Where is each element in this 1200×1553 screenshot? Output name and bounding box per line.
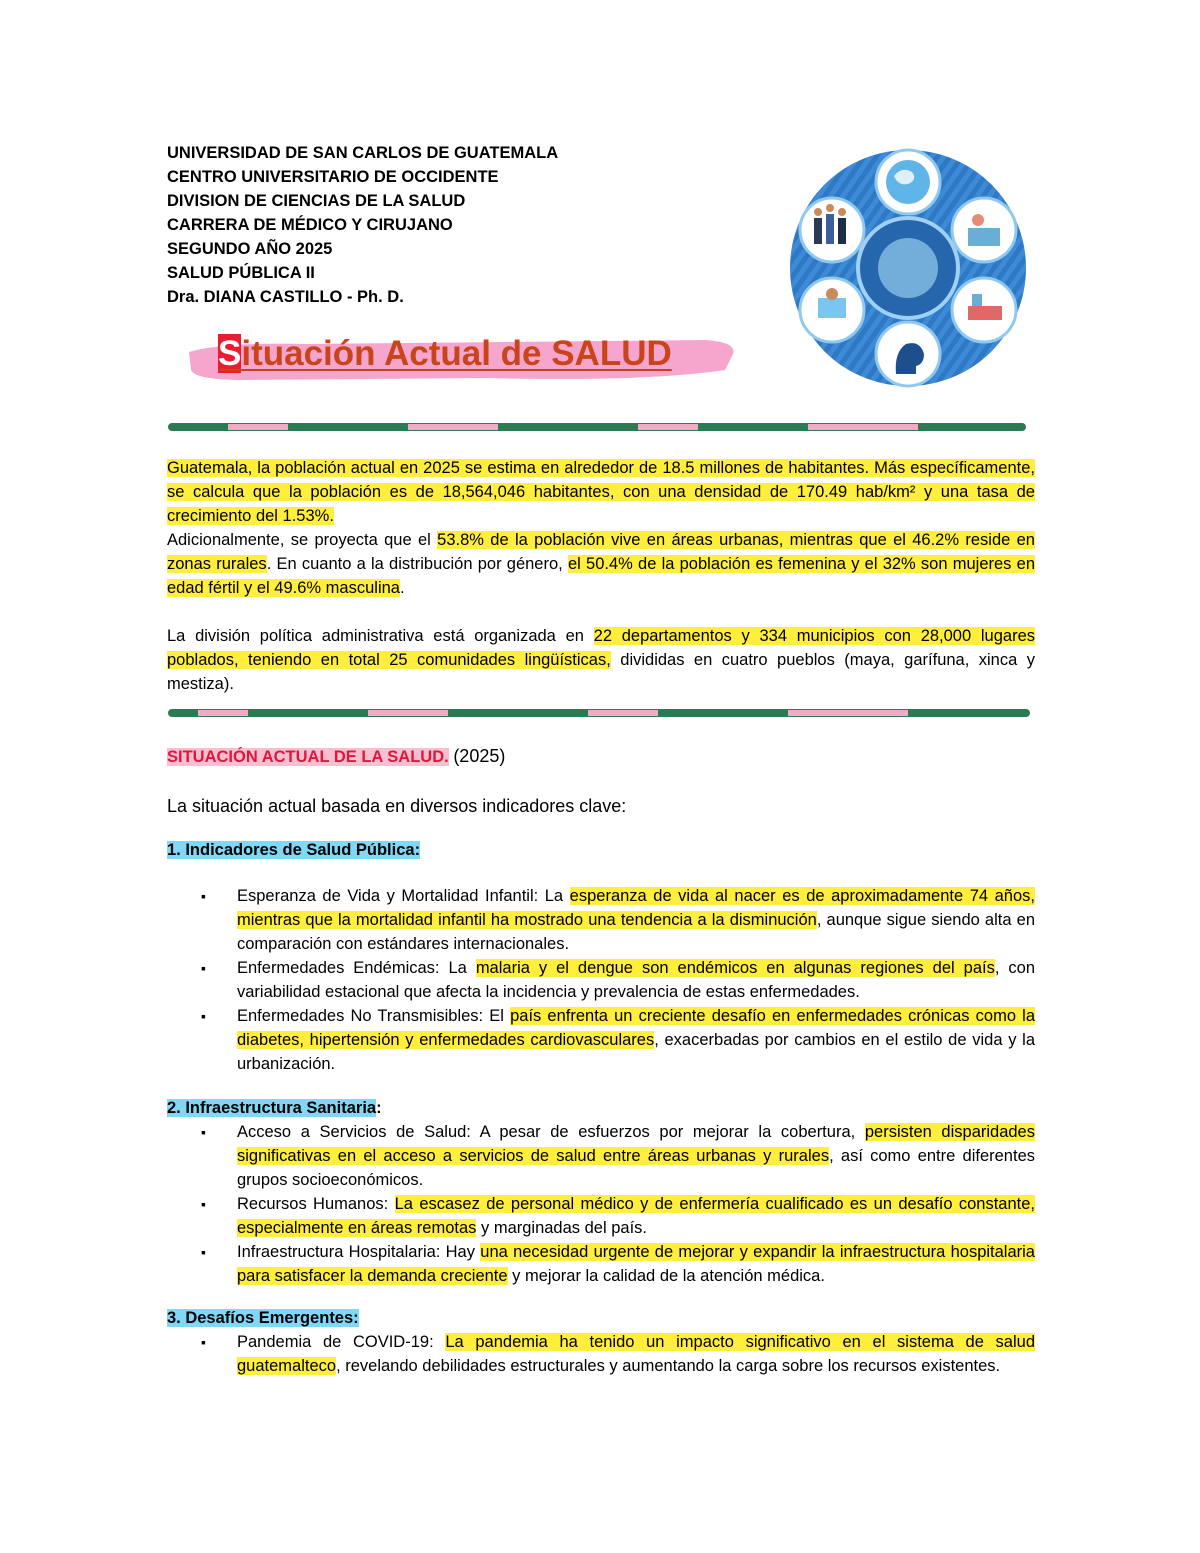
population-paragraph <box>167 456 1035 528</box>
item-label: Esperanza de Vida y Mortalidad Infantil: La <box>237 887 564 905</box>
intro-section <box>167 456 1035 696</box>
item-highlight: persisten disparidades significativas en el acceso a servicios de salud entre áreas urbanas y rurales <box>237 1123 1035 1165</box>
header-line-career: CARRERA DE MÉDICO Y CIRUJANO <box>167 216 453 234</box>
item-rest: , exacerbadas por cambios en el estilo de vida y la urbanización. <box>237 1031 1036 1073</box>
decorative-divider-bottom <box>168 706 1030 720</box>
list-item <box>237 956 1035 1004</box>
political-division-paragraph <box>167 624 1035 696</box>
item-label: Enfermedades No Transmisibles: El <box>237 1007 504 1025</box>
distribution-text-b: 53.8% de la población vive en áreas urbanas, mientras que el 46.2% reside en zonas rurales <box>167 531 1035 573</box>
indicators-section <box>167 838 1035 862</box>
item-rest: y mejorar la calidad de la atención médica. <box>512 1267 825 1285</box>
header-line-center: CENTRO UNIVERSITARIO DE OCCIDENTE <box>167 168 499 186</box>
header-line-division: DIVISION DE CIENCIAS DE LA SALUD <box>167 192 466 210</box>
item-highlight: esperanza de vida al nacer es de aproximadamente 74 años, mientras que la mortalidad infantil ha mostrado una tendencia a la disminución <box>237 887 1035 929</box>
distribution-text-e: . <box>399 579 405 597</box>
emerging-list-wrap <box>167 1330 1035 1378</box>
list-item <box>237 884 1035 956</box>
item-rest: y marginadas del país. <box>480 1219 647 1237</box>
infrastructure-heading-colon: : <box>376 1099 382 1117</box>
section-lead: La situación actual basada en diversos indicadores clave: <box>167 796 627 816</box>
item-label: Infraestructura Hospitalaria: Hay <box>237 1243 475 1261</box>
emerging-challenges-section <box>167 1306 1035 1330</box>
item-label: Pandemia de COVID-19: <box>237 1333 434 1351</box>
infrastructure-list <box>167 1120 1035 1288</box>
header-line-year: SEGUNDO AÑO 2025 <box>167 240 333 258</box>
distribution-text-c: . En cuanto a la distribución por género, <box>266 555 563 573</box>
header-line-university: UNIVERSIDAD DE SAN CARLOS DE GUATEMALA <box>167 144 559 162</box>
title-banner <box>185 330 745 388</box>
situation-heading: SITUACIÓN ACTUAL DE LA SALUD. <box>167 748 449 766</box>
item-label: Enfermedades Endémicas: La <box>237 959 467 977</box>
distribution-paragraph <box>167 528 1035 600</box>
institution-header <box>167 141 558 309</box>
section-heading <box>167 744 1035 769</box>
list-item <box>237 1192 1035 1240</box>
infrastructure-list-wrap <box>167 1120 1035 1288</box>
item-label: Recursos Humanos: <box>237 1195 389 1213</box>
political-text-a: La división política administrativa está organizada en <box>167 627 584 645</box>
situation-year: (2025) <box>453 746 506 766</box>
public-health-emblem <box>788 148 1028 388</box>
document-title <box>218 334 672 374</box>
item-rest: , revelando debilidades estructurales y aumentando la carga sobre los recursos existentes. <box>336 1357 1001 1375</box>
title-rest: ituación Actual de SALUD <box>241 334 672 373</box>
list-item <box>237 1330 1035 1378</box>
distribution-text-a: Adicionalmente, se proyecta que el <box>167 531 431 549</box>
political-text-b: 22 departamentos y 334 municipios con 28,000 lugares poblados, teniendo en total 25 comunidades lingüísticas, <box>167 627 1035 669</box>
item-highlight: La pandemia ha tenido un impacto significativo en el sistema de salud guatemalteco <box>237 1333 1035 1375</box>
item-highlight: una necesidad urgente de mejorar y expandir la infraestructura hospitalaria para satisfacer la demanda creciente <box>237 1243 1035 1285</box>
item-highlight: malaria y el dengue son endémicos en algunas regiones del país <box>475 959 995 977</box>
population-text: Guatemala, la población actual en 2025 se estima en alrededor de 18.5 millones de habitantes. Más específicamente, se calcula que la población es de 18,564,046 habitantes, con una densidad de 170.49 hab/km² y una tasa de crecimiento del 1.53%. <box>167 459 1035 525</box>
list-item <box>237 1120 1035 1192</box>
political-text-c: divididas en cuatro pueblos (maya, garífuna, xinca y mestiza). <box>167 651 1035 693</box>
item-rest: , así como entre diferentes grupos socioeconómicos. <box>237 1147 1035 1189</box>
decorative-divider-top <box>168 420 1026 434</box>
item-highlight: La escasez de personal médico y de enfermería cualificado es un desafío constante, especialmente en áreas remotas <box>237 1195 1035 1237</box>
indicators-heading: 1. Indicadores de Salud Pública: <box>167 841 421 859</box>
infrastructure-heading: 2. Infraestructura Sanitaria <box>167 1099 377 1117</box>
emerging-list <box>167 1330 1035 1378</box>
distribution-text-d: el 50.4% de la población es femenina y el 32% son mujeres en edad fértil y el 49.6% masculina <box>167 555 1035 597</box>
item-rest: , con variabilidad estacional que afecta la incidencia y prevalencia de estas enfermedades. <box>237 959 1036 1001</box>
item-rest: , aunque sigue siendo alta en comparación con estándares internacionales. <box>237 911 1035 953</box>
item-label: Acceso a Servicios de Salud: A pesar de esfuerzos por mejorar la cobertura, <box>237 1123 856 1141</box>
indicators-list-wrap <box>167 884 1035 1076</box>
list-item <box>237 1004 1035 1076</box>
infrastructure-section <box>167 1096 1035 1120</box>
item-highlight: país enfrenta un creciente desafío en enfermedades crónicas como la diabetes, hipertensión y enfermedades cardiovasculares <box>237 1007 1036 1049</box>
indicators-list <box>167 884 1035 1076</box>
emerging-heading: 3. Desafíos Emergentes: <box>167 1309 359 1327</box>
header-line-professor: Dra. DIANA CASTILLO - Ph. D. <box>167 288 404 306</box>
list-item <box>237 1240 1035 1288</box>
header-line-course: SALUD PÚBLICA II <box>167 264 315 282</box>
title-first-letter: S <box>218 334 242 373</box>
